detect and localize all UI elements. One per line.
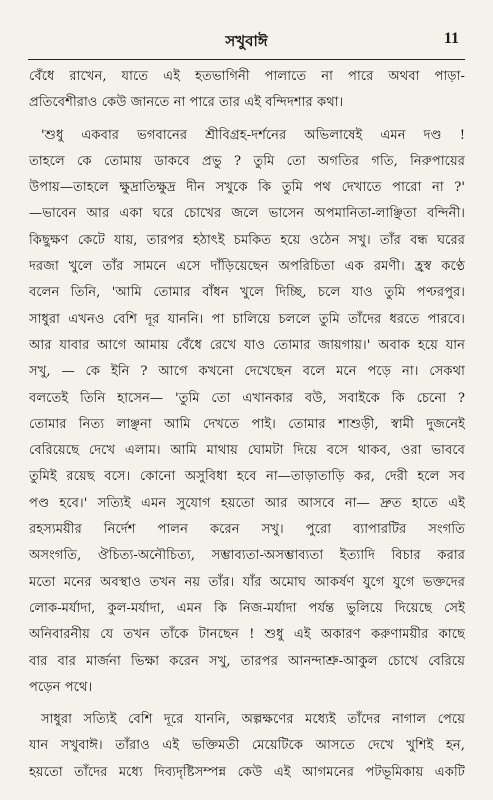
text-line: বেঁধে রাখেন, যাতে এই হতভাগিনী পালাতে না পারে অথবা পাড়া- [29, 69, 465, 84]
text-line: বার বার মার্জনা ভিক্ষা করেন সখু, তারপর আনন্দাশ্রু-আকুল চোখে বেরিয়ে [29, 653, 465, 669]
text-line: তাহলে কে তোমায় ডাকবে প্রভু ? তুমি তো অগতির গতি, নিরুপায়ের [29, 153, 465, 169]
text-line: সাধুরা সত্যিই বেশি দূরে যাননি, অল্পক্ষণের মধ্যেই তাঁদের নাগাল পেয়ে [41, 712, 465, 728]
paragraph [29, 123, 465, 702]
text-line: পড়েন পথে। [29, 679, 93, 695]
body-text [29, 64, 465, 786]
text-line: তোমার নিত্য লাঞ্ছনা আমি দেখতে পাই। তোমার শাশুড়ী, স্বামী দুজনেই [29, 416, 465, 432]
text-line: বলতেই তিনি হাসেন— 'তুমি তো এখানকার বউ, সবাইকে কি চেনো ? [29, 390, 465, 406]
text-line: বলেন তিনি, 'আমি তোমার বাঁধন খুলে দিচ্ছি, চলে যাও তুমি পণ্ঢরপুর। [29, 285, 465, 301]
text-line: 'শুধু একবার ভগবানের শ্রীবিগ্রহ-দর্শনের অভিলাষেই এমন দণ্ড ! [41, 127, 465, 143]
text-line: অসংগতি, ঔচিত্য-অনৌচিত্য, সম্ভাব্যতা-অসম্ভাব্যতা ইত্যাদি বিচার করার [29, 548, 465, 564]
text-line: আর যাবার আগে আমায় বেঁধে রেখে যাও তোমার জায়গায়।' অবাক হয়ে যান [29, 337, 465, 353]
text-line: হয়তো তাঁদের মধ্যে দিব্যদৃষ্টিসম্পন্ন কেউ এই আগমনের পটভূমিকায় একটি [29, 764, 465, 780]
text-line: লোক-মর্যাদা, কুল-মর্যাদা, এমন কি নিজ-মর্যাদা পর্যন্ত ভুলিয়ে দিয়েছে সেই [29, 600, 465, 616]
text-line: দরজা খুলে তাঁর সামনে এসে দাঁড়িয়েছেন অপরিচিতা এক রমণী। হ্রস্ব কণ্ঠে [29, 259, 465, 275]
text-line: অনিবারনীয় যে তখন তাঁকে টানছেন ! শুধু এই অকারণ করুণাময়ীর কাছে [29, 627, 465, 643]
header-rule [28, 59, 465, 60]
text-line: তুমিই রয়েছ বসে। কোনো অসুবিধা হবে না—তাড়াতাড়ি কর, দেরী হলে সব [29, 469, 465, 485]
text-line: বেরিয়েছে দেখে এলাম। আমি মাথায় ঘোমটা দিয়ে বসে থাকব, ওরা ভাববে [29, 443, 465, 459]
text-line: উপায়—তাহলে ক্ষুদ্রাতিক্ষুদ্র দীন সখুকে কি তুমি পথ দেখাতে পারো না ?' [29, 180, 465, 196]
text-line: যান সখুবাঈ। তাঁরাও এই ভক্তিমতী মেয়েটিকে আসতে দেখে খুশিই হন, [29, 738, 465, 754]
text-line: সাধুরা এখনও বেশি দূর যাননি। পা চালিয়ে চললে তুমি তাঁদের ধরতে পারবে। [29, 311, 465, 327]
text-line: রহস্যময়ীর নির্দেশ পালন করেন সখু। পুরো ব্যাপারটির সংগতি [29, 522, 465, 538]
text-line: কিছুক্ষণ কেটে যায়, তারপর হঠাৎই চমকিত হয়ে ওঠেন সখু। তাঁর বন্ধ ঘরের [29, 232, 465, 248]
paragraph [29, 707, 465, 786]
page-number: 11 [443, 30, 459, 47]
text-line: —ভাবেন আর একা ঘরে চোখের জলে ভাসেন অপমানিতা-লাঞ্ছিতা বন্দিনী। [29, 206, 465, 222]
paragraph [29, 64, 465, 117]
page-header [0, 30, 493, 54]
text-line: প্রতিবেশীরাও কেউ জানতে না পারে তার এই বন্দিদশার কথা। [29, 95, 344, 111]
text-line: সখু, — কে ইনি ? আগে কখনো দেখেছেন বলে মনে পড়ে না। সেকথা [29, 364, 465, 380]
running-title: সখুবাঈ [225, 32, 268, 50]
text-line: পণ্ড হবে।' সত্যিই এমন সুযোগ হয়তো আর আসবে না— দ্রুত হাতে এই [29, 495, 465, 511]
text-line: মতো মনের অবস্থাও তখন নয় তাঁর। যাঁর অমোঘ আকর্ষণ যুগে যুগে ভক্তদের [29, 574, 465, 590]
